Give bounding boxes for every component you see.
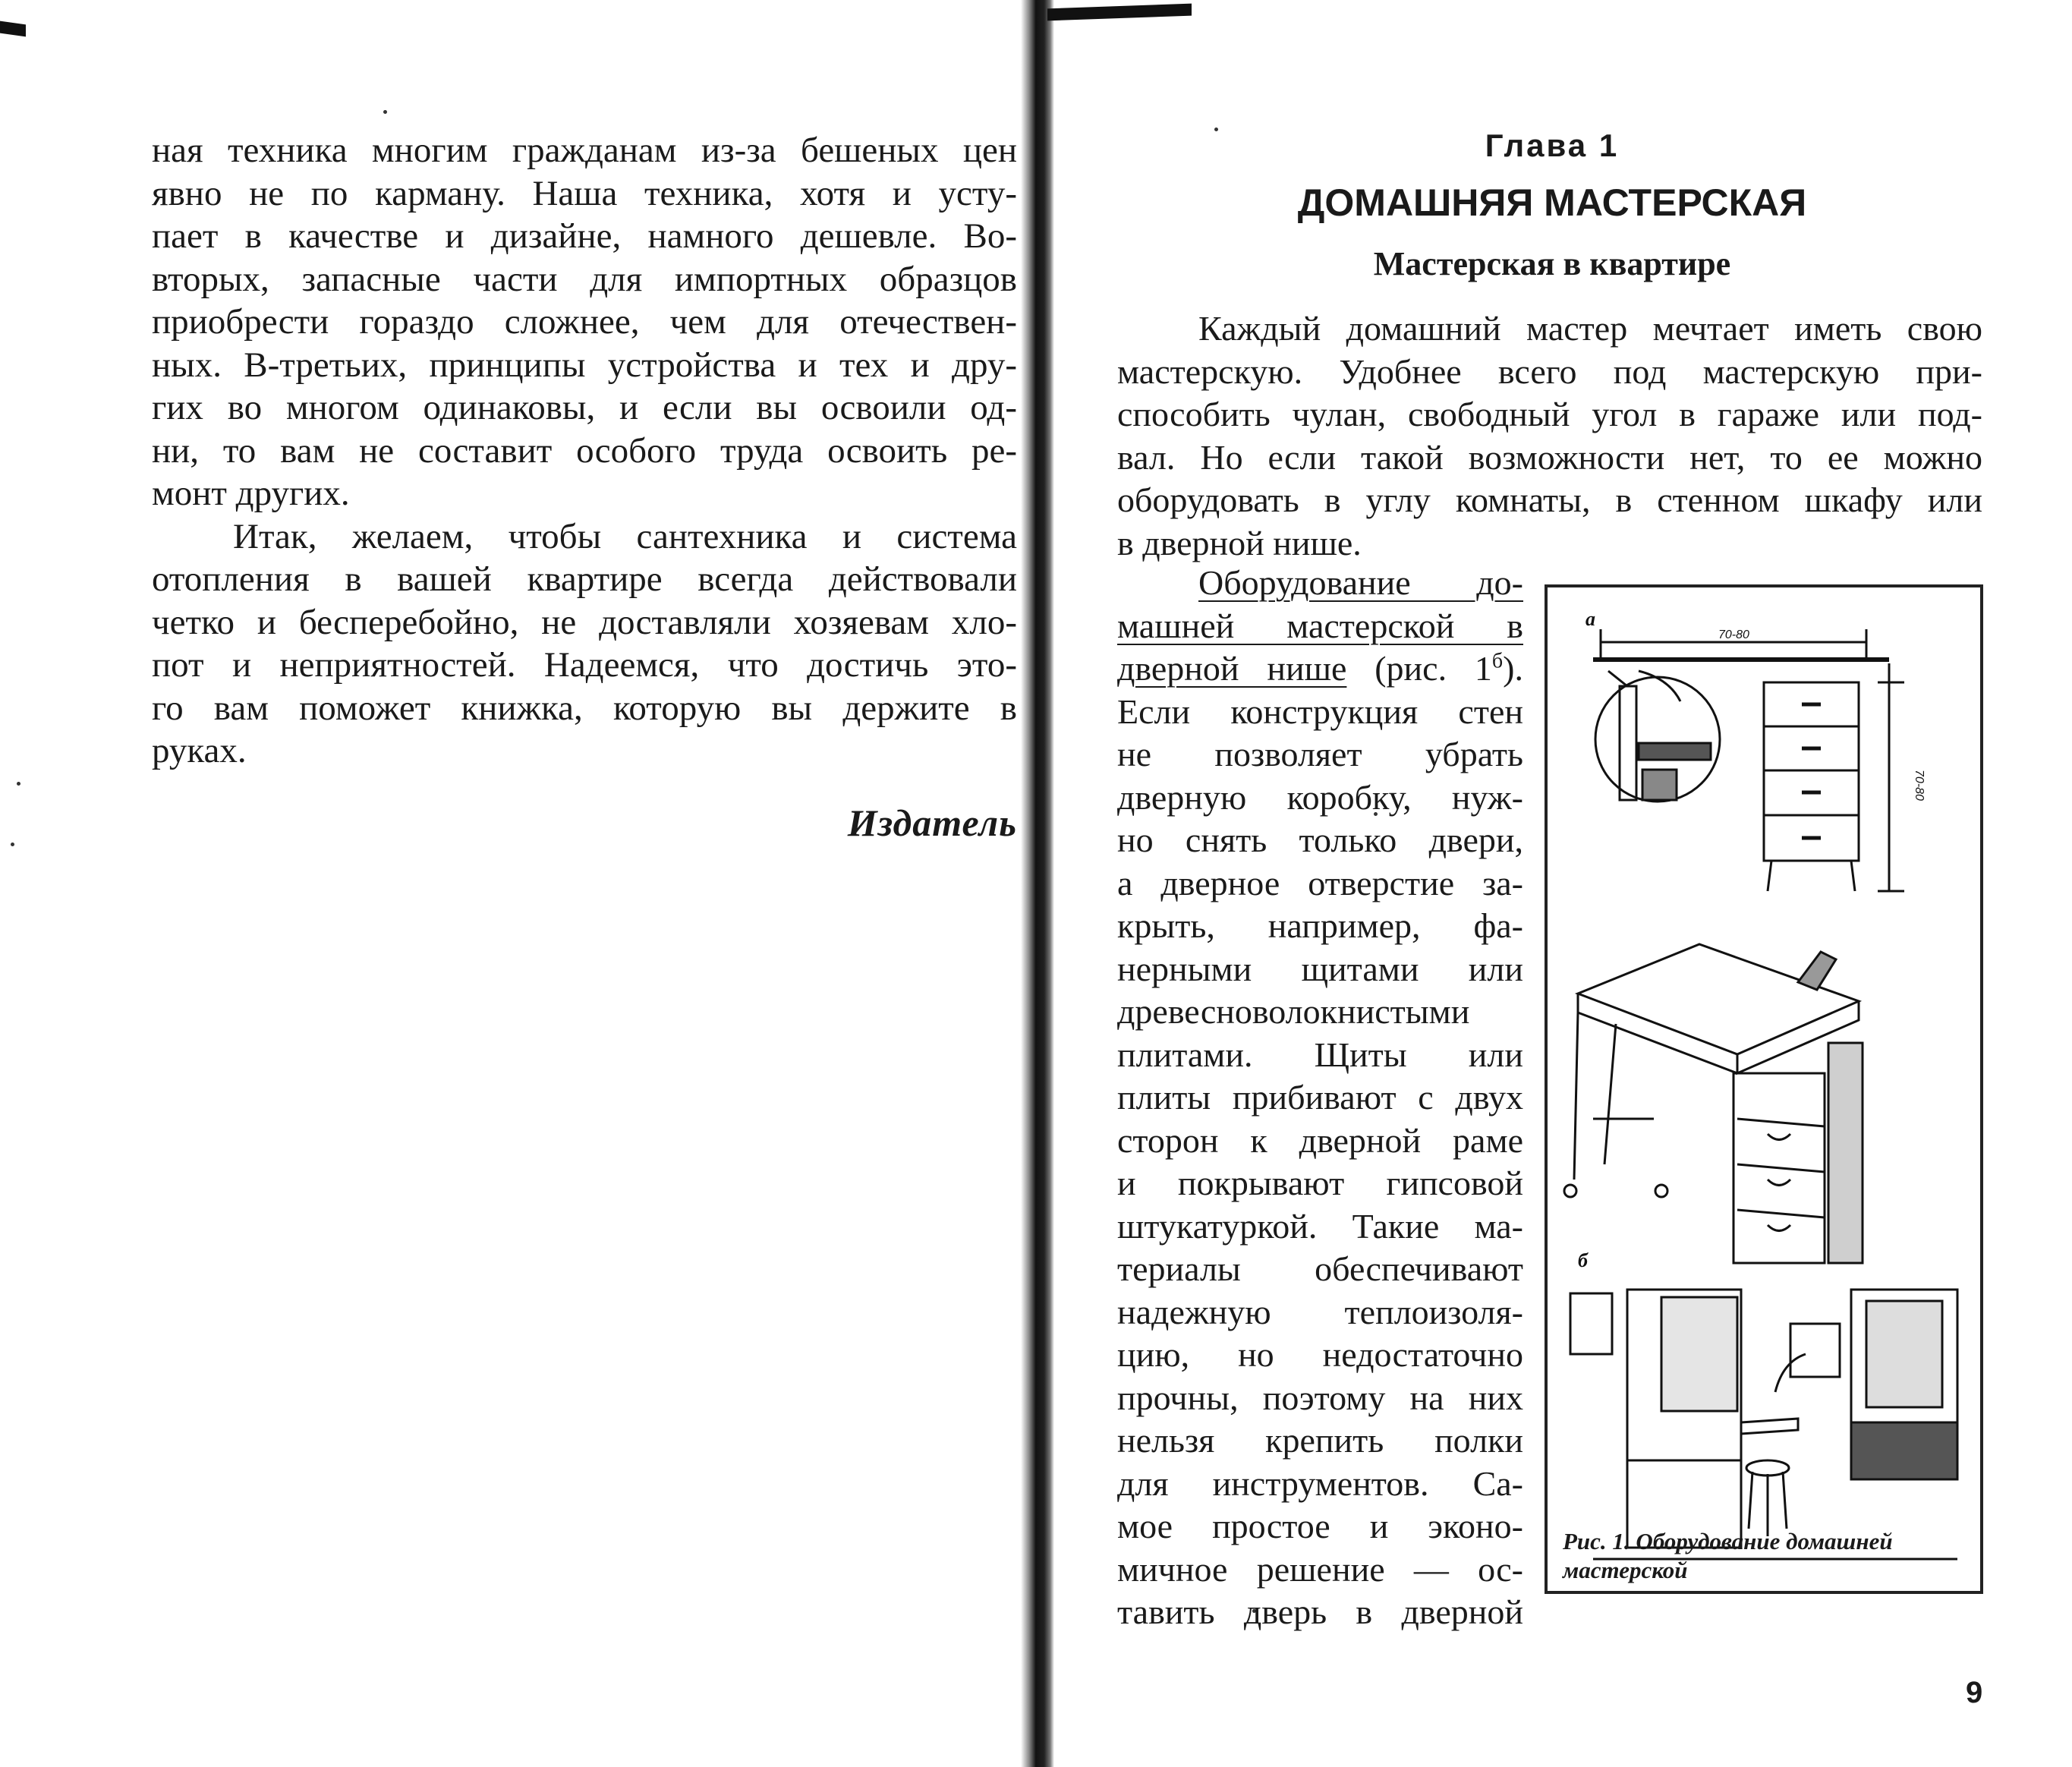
figure-reference: (рис. 1	[1346, 649, 1492, 688]
narrow-line: сторон к дверной раме	[1117, 1120, 1523, 1160]
left-line: ная техника многим гражданам из-за бешеных цен	[152, 131, 1017, 170]
book-spine	[1021, 0, 1054, 1767]
narrow-line: и покрывают гипсовой	[1117, 1164, 1523, 1202]
figure-caption: Рис. 1. Оборудование домашней мастерской	[1563, 1528, 1893, 1583]
chapter-title: ДОМАШНЯЯ МАСТЕРСКАЯ	[1297, 181, 1807, 224]
publisher-signature: Издатель	[847, 802, 1017, 844]
intro-line: Каждый домашний мастер мечтает иметь свою	[1198, 309, 1982, 348]
left-line: отопления в вашей квартире всегда действовали	[152, 559, 1017, 599]
workshop-illustration	[1548, 587, 1980, 1591]
left-line: руках.	[152, 731, 247, 770]
narrow-line: плиты прибивают с двух	[1117, 1078, 1523, 1117]
left-line: Итак, желаем, чтобы сантехника и система	[233, 516, 1017, 556]
narrow-line: нерными щитами или	[1117, 949, 1523, 988]
left-line: монт других.	[152, 474, 350, 513]
narrow-line: мичное решение — ос-	[1117, 1549, 1523, 1589]
narrow-line: крыть, например, фа-	[1117, 906, 1523, 945]
left-line: вторых, запасные части для импортных образцов	[152, 259, 1017, 299]
left-line: го вам поможет книжка, которую вы держите в	[152, 688, 1017, 728]
left-line: гих во многом одинаковы, и если вы освоили од-	[152, 388, 1017, 427]
underlined-heading: Оборудование до-	[1198, 563, 1523, 602]
left-line: ни, то вам не составит особого труда освоить ре-	[152, 430, 1017, 471]
underlined-heading: машней мастерской в	[1117, 606, 1523, 645]
left-line: четко и бесперебойно, не доставляли хозяевам хло-	[152, 602, 1017, 642]
narrow-line: штукатуркой. Такие ма-	[1117, 1206, 1523, 1246]
left-line: пот и неприятностей. Надеемся, что достичь это-	[152, 645, 1017, 685]
intro-line: оборудовать в углу комнаты, в стенном шкафу или	[1117, 480, 1982, 519]
section-title: Мастерская в квартире	[1373, 245, 1731, 282]
dimension-horizontal: 70-80	[1718, 628, 1749, 641]
page-number: 9	[1966, 1676, 1983, 1709]
narrow-line: нельзя крепить полки	[1117, 1421, 1523, 1460]
underlined-heading: дверной нише	[1117, 649, 1347, 688]
left-line: пает в качестве и дизайне, намного дешевле. Во-	[152, 216, 1017, 256]
narrow-line: надежную теплоизоля-	[1117, 1292, 1523, 1331]
narrow-line: для инструментов. Са-	[1117, 1463, 1523, 1503]
dimension-vertical: 70-80	[1913, 770, 1926, 801]
left-line: приобрести гораздо сложнее, чем для отечествен-	[152, 302, 1017, 342]
narrow-line: но снять только двери,	[1117, 821, 1523, 859]
narrow-line: не позволяет убрать	[1117, 735, 1523, 773]
figure-reference-sup: б	[1491, 649, 1504, 673]
intro-line: вал. Но если такой возможности нет, то ее можно	[1117, 437, 1982, 477]
left-page-text	[152, 129, 1017, 773]
intro-line: в дверной нише.	[1117, 523, 1362, 562]
figure-label-b: б	[1578, 1249, 1588, 1271]
narrow-line: прочны, поэтому на них	[1117, 1378, 1523, 1417]
narrow-line: териалы обеспечивают	[1117, 1249, 1523, 1288]
narrow-line: цию, но недостаточно	[1117, 1335, 1523, 1374]
narrow-line: тавить дверь в дверной	[1117, 1592, 1523, 1631]
figure-1	[1545, 584, 1983, 1594]
spine-top-edge	[1047, 4, 1192, 21]
narrow-column-text	[1117, 562, 1523, 1634]
intro-paragraph	[1117, 307, 1982, 565]
chapter-number: Глава 1	[1485, 128, 1620, 163]
left-line: явно не по карману. Наша техника, хотя и усту-	[152, 173, 1017, 213]
left-line: ных. В-третьих, принципы устройства и тех и дру-	[152, 345, 1017, 385]
narrow-line: дверную коробку, нуж-	[1117, 777, 1523, 817]
narrow-line: мое простое и эконо-	[1117, 1507, 1523, 1545]
intro-line: способить чулан, свободный угол в гараже или под-	[1117, 395, 1982, 433]
figure-reference-close: ).	[1503, 649, 1523, 688]
figure-label-a: а	[1585, 608, 1595, 630]
intro-line: мастерскую. Удобнее всего под мастерскую при-	[1117, 351, 1982, 391]
narrow-line: Если конструкция стен	[1117, 691, 1523, 731]
scan-corner-mark	[0, 21, 26, 37]
narrow-line: а дверное отверстие за-	[1117, 863, 1523, 902]
narrow-line: плитами. Щиты или	[1117, 1035, 1523, 1074]
narrow-line: древесноволокнистыми	[1117, 992, 1470, 1031]
